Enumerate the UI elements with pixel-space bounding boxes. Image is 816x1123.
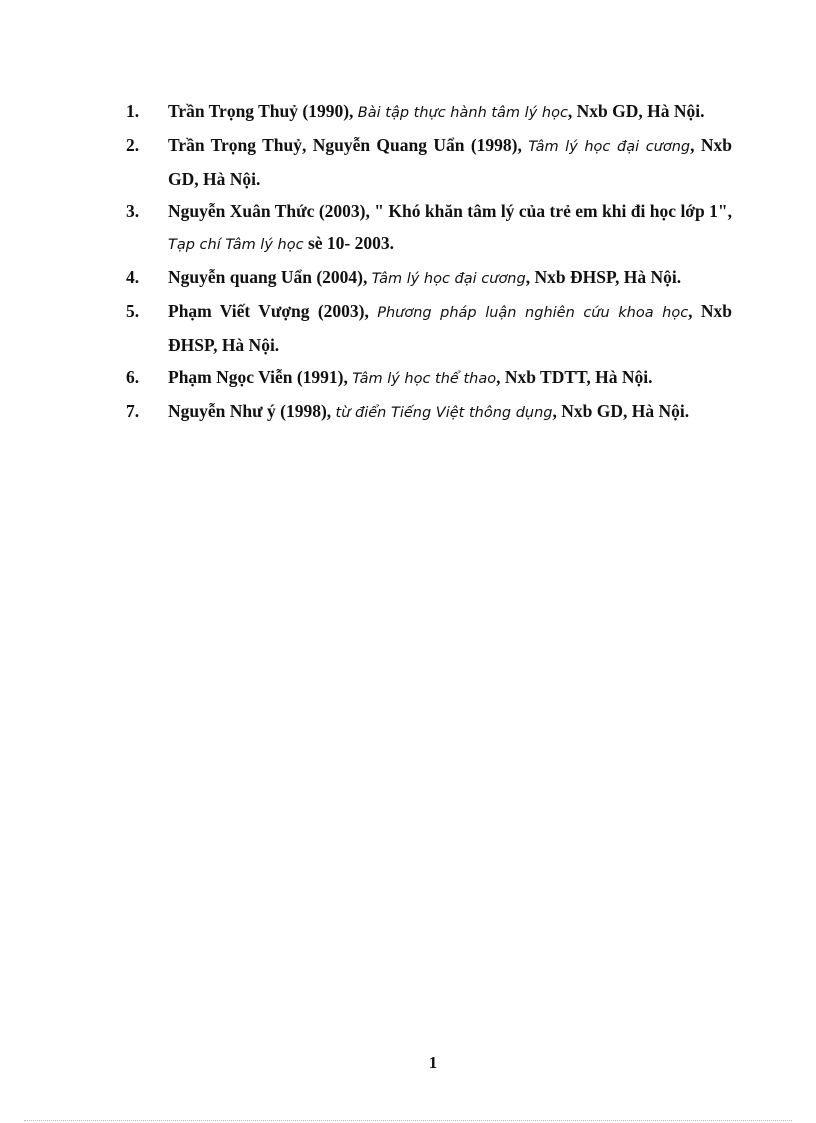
- reference-title: Bài tập thực hành tâm lý học: [357, 105, 568, 121]
- reference-text: [168, 361, 732, 395]
- reference-segment: Phạm Viết Vượng (2003),: [168, 301, 378, 321]
- reference-number: 7.: [126, 401, 140, 421]
- reference-list: [126, 95, 732, 429]
- reference-text: [168, 95, 732, 129]
- reference-segment: , Nxb GD, Hà Nội.: [567, 101, 705, 121]
- reference-item: [126, 195, 732, 261]
- reference-title: Tâm lý học đại cương: [528, 139, 691, 155]
- reference-number: 3.: [126, 201, 140, 221]
- reference-number: 6.: [126, 367, 140, 387]
- reference-title: Tạp chí Tâm lý học: [168, 237, 304, 253]
- reference-title: Phương pháp luận nghiên cứu khoa học: [377, 305, 689, 321]
- page-number: 1: [428, 1053, 438, 1072]
- reference-item: [126, 129, 732, 195]
- reference-segment: , Nxb TDTT, Hà Nội.: [496, 367, 653, 387]
- reference-segment: sè 10- 2003.: [303, 233, 394, 253]
- reference-segment: Trần Trọng Thuỷ, Nguyễn Quang Uẩn (1998),: [168, 135, 529, 155]
- reference-item: [126, 395, 732, 429]
- reference-text: [168, 129, 732, 195]
- reference-title: Tâm lý học đại cương: [371, 271, 526, 287]
- reference-number: 5.: [126, 301, 140, 321]
- reference-segment: Phạm Ngọc Viễn (1991),: [168, 367, 353, 387]
- reference-segment: Nguyễn Như ý (1998),: [168, 401, 336, 421]
- reference-item: [126, 261, 732, 295]
- reference-text: [168, 395, 732, 429]
- reference-item: [126, 295, 732, 361]
- reference-number: 4.: [126, 267, 140, 287]
- reference-text: [168, 261, 732, 295]
- reference-title: từ điển Tiếng Việt thông dụng: [335, 405, 553, 421]
- reference-segment: , Nxb ĐHSP, Hà Nội.: [525, 267, 682, 287]
- page-bottom-divider: [24, 1120, 792, 1121]
- reference-segment: , Nxb GD, Hà Nội.: [552, 401, 690, 421]
- reference-segment: , Nxb GD, Hà Nội.: [168, 135, 732, 189]
- reference-segment: Trần Trọng Thuỷ (1990),: [168, 101, 358, 121]
- reference-number: 2.: [126, 135, 140, 155]
- reference-segment: Nguyễn quang Uẩn (2004),: [168, 267, 372, 287]
- reference-text: [168, 195, 732, 261]
- reference-item: [126, 361, 732, 395]
- reference-number: 1.: [126, 101, 140, 121]
- reference-title: Tâm lý học thể thao: [352, 371, 497, 387]
- reference-item: [126, 95, 732, 129]
- reference-segment: , Nxb ĐHSP, Hà Nội.: [168, 301, 732, 355]
- reference-text: [168, 295, 732, 361]
- reference-segment: Nguyễn Xuân Thức (2003), " Khó khăn tâm lý của trẻ em khi đi học lớp 1",: [168, 201, 732, 221]
